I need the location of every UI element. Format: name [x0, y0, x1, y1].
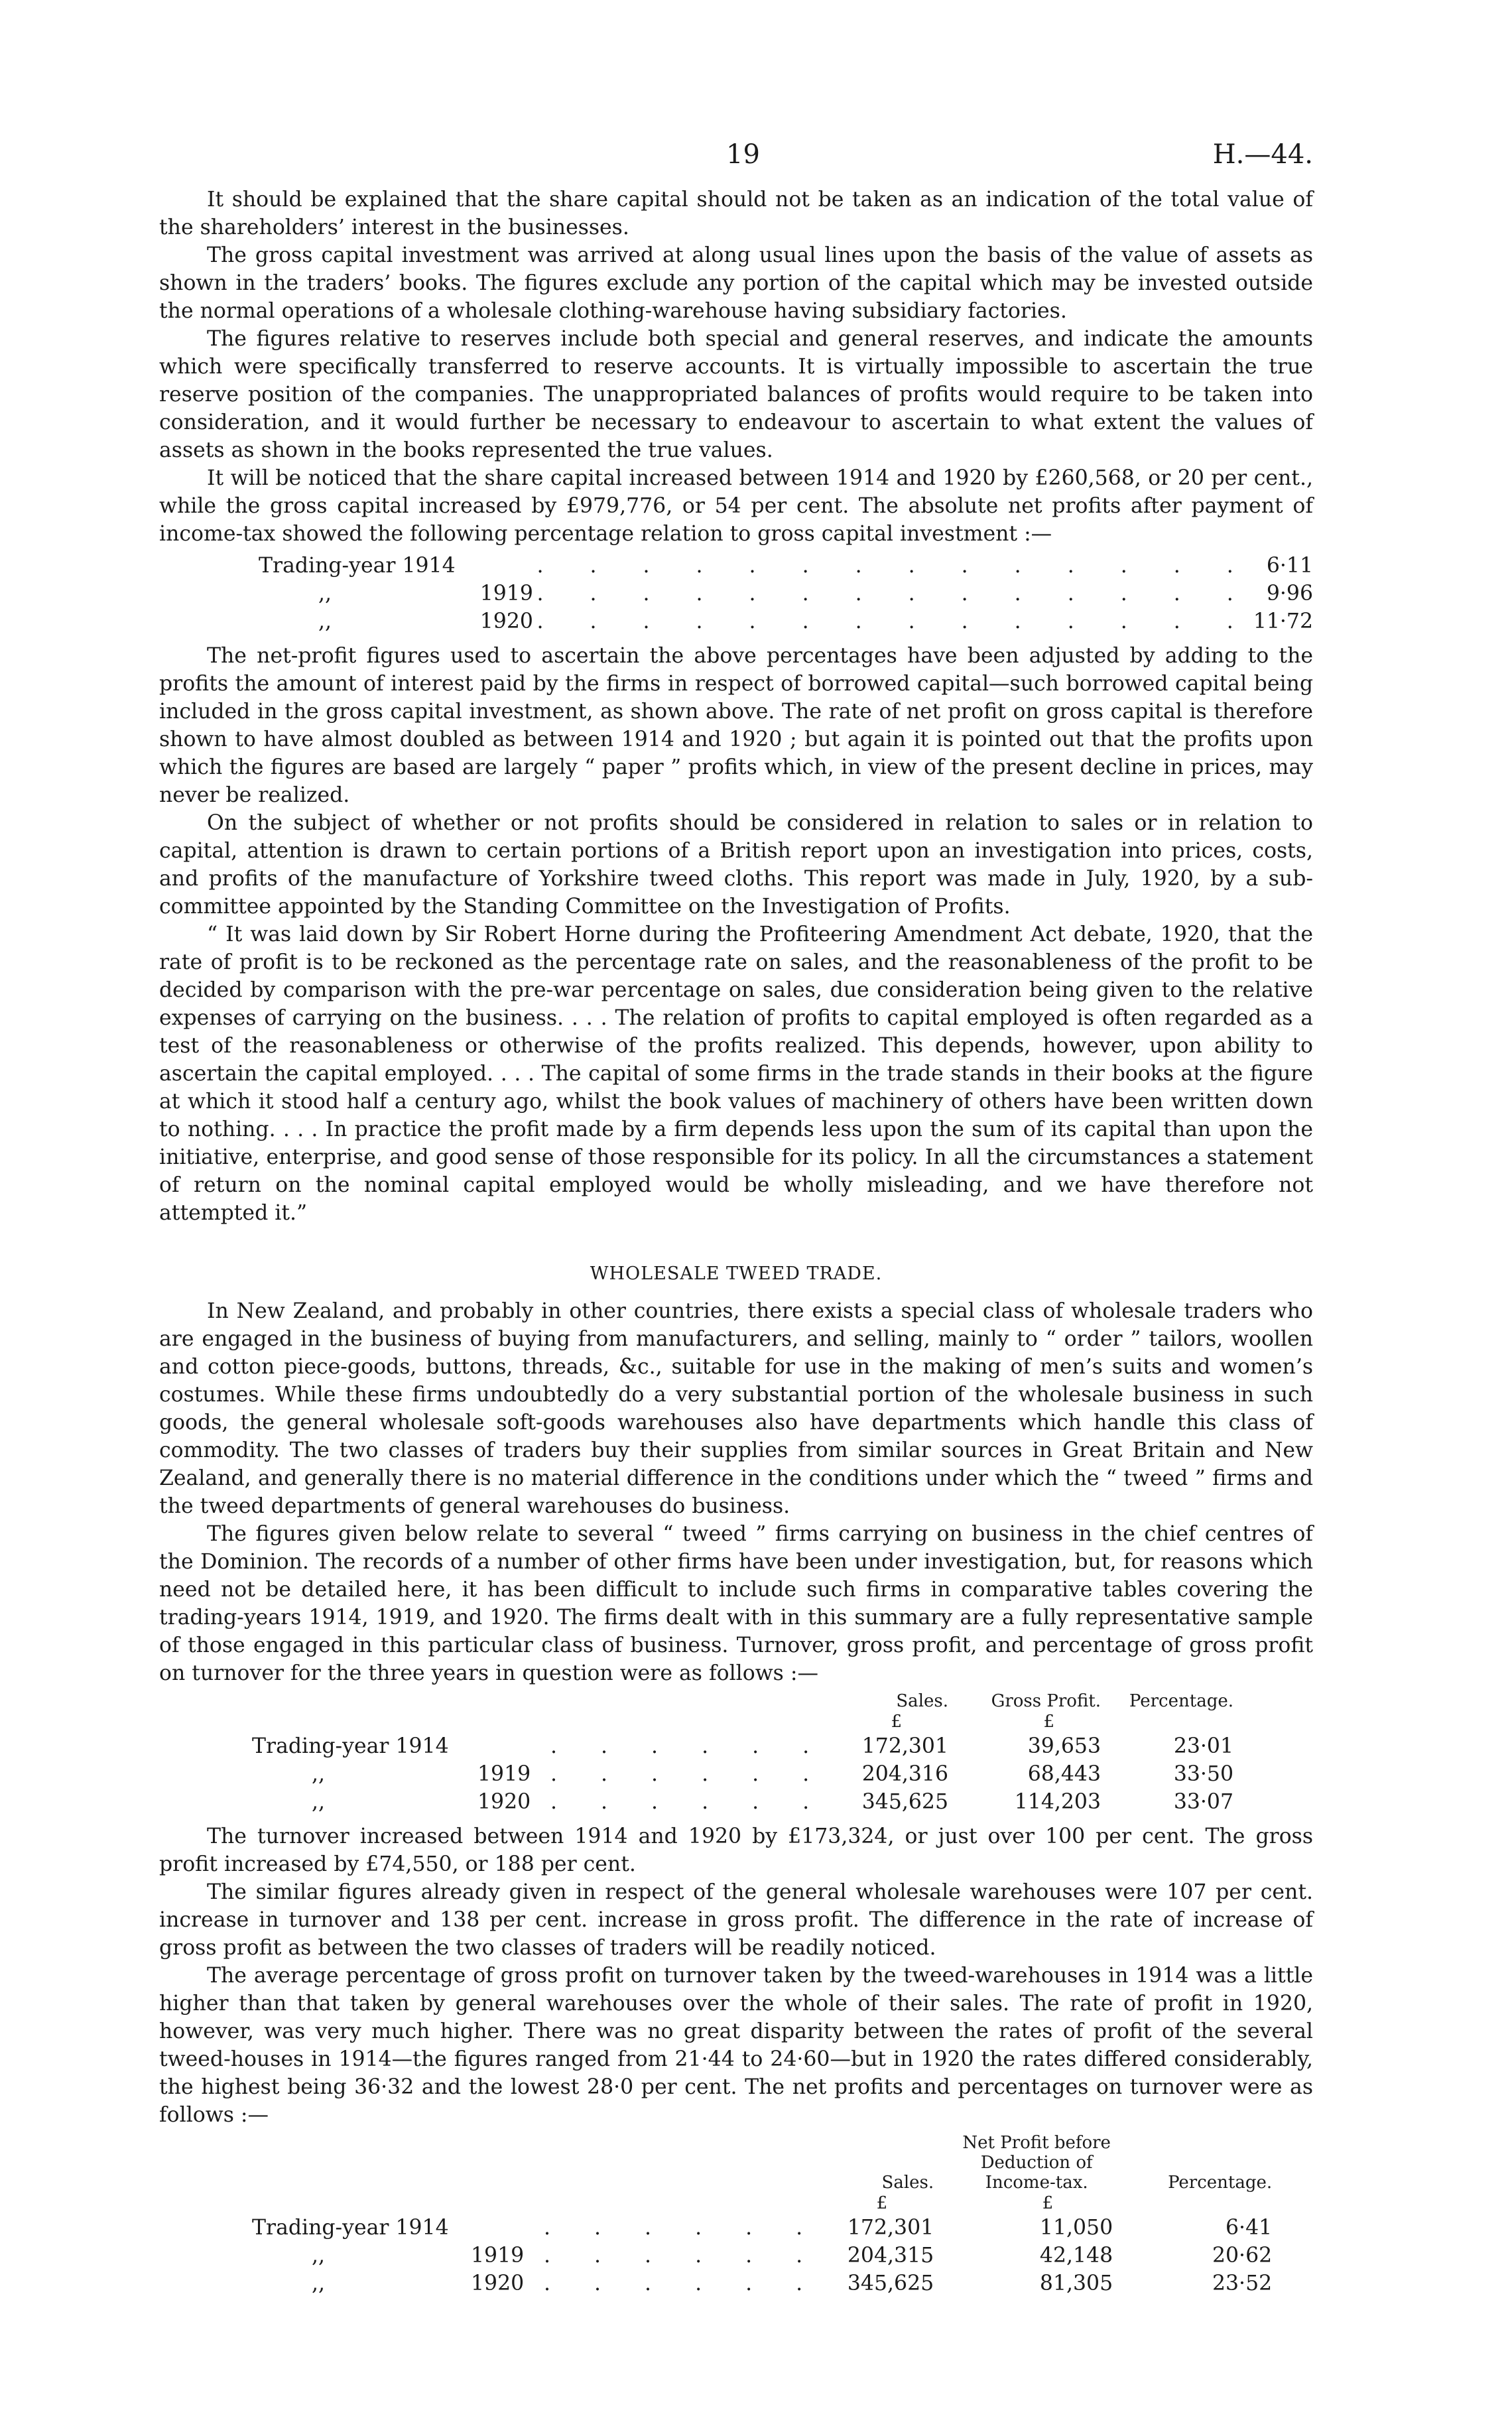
row-year: 1919	[471, 2244, 525, 2268]
row-label: ,,	[312, 2244, 326, 2268]
net-profit-percentage-table	[259, 552, 1313, 635]
paragraph: The average percentage of gross profit on turnover taken by the tweed-warehouses in 1914 was a little higher than that taken by general warehouses over the whole of their sales. The rate of profit in 1920, however, was very much higher. There was no great disparity between the rates of profit of the several tweed-houses in 1914—the figures ranged from 21·44 to 24·60—but in 1920 the rates differed considerably, the highest being 36·32 and the lowest 28·0 per cent. The net profits and percentages on turnover were as follows :—	[159, 1964, 1313, 2127]
column-header-sales: Sales.	[881, 2173, 934, 2193]
unit-sales: £	[891, 1712, 902, 1732]
table-row	[252, 1732, 1233, 1760]
column-header-gross-profit: Gross Profit.	[991, 1691, 1101, 1711]
cell-percentage: 33·50	[1173, 1762, 1233, 1786]
cell-percentage: 33·07	[1173, 1790, 1233, 1814]
cell-net-profit: 42,148	[1039, 2244, 1113, 2268]
cell-gross-profit: 114,203	[1014, 1790, 1101, 1814]
column-header-net-profit: Net Profit before Deduction of Income-tax.	[962, 2133, 1111, 2193]
row-label: Trading-year 1914	[259, 554, 456, 578]
column-header-percentage: Percentage.	[1129, 1691, 1233, 1711]
table-header-row	[252, 1691, 1233, 1711]
page-number: 19	[726, 139, 760, 170]
cell-percentage: 20·62	[1212, 2244, 1273, 2268]
leader-dots: . . . . . .	[544, 2216, 822, 2240]
cell-sales: 204,316	[861, 1762, 948, 1786]
table-row	[252, 1760, 1233, 1788]
row-label: ,,	[318, 582, 332, 606]
leader-dots: . . . . . .	[550, 1762, 828, 1786]
leader-dots: . . . . . .	[550, 1790, 828, 1814]
table-row	[252, 2242, 1272, 2270]
row-year: 1920	[477, 1790, 531, 1814]
row-label: ,,	[318, 609, 332, 633]
quoted-paragraph: “ It was laid down by Sir Robert Horne during the Profiteering Amendment Act debate, 1920, that the rate of profit is to be reckoned as the percentage rate on sales, and the reasonableness of the profit to be decided by comparison with the pre-war percentage on sales, due consideration being given to the relative expenses of carrying on the business. . . . The relation of profits to capital employed is often regarded as a test of the reasonableness or otherwise of the profits realized. This depends, however, upon ability to ascertain the capital employed. . . . The capital of some firms in the trade stands in their books at the figure at which it stood half a century ago, whilst the book values of machinery of others have been written down to nothing. . . . In practice the profit made by a firm depends less upon the sum of its capital than upon the initiative, enterprise, and good sense of those responsible for its policy. In all the circumstances a statement of return on the nominal capital employed would be wholly misleading, and we have therefore not attempted it.”	[159, 923, 1313, 1225]
table-row	[252, 1788, 1233, 1816]
cell-net-profit: 81,305	[1039, 2272, 1113, 2295]
cell-gross-profit: 68,443	[1027, 1762, 1101, 1786]
document-reference: H.—44.	[1212, 139, 1313, 170]
paragraph: The net-profit figures used to ascertain the above percentages have been adjusted by adding to the profits the amount of interest paid by the firms in respect of borrowed capital—such borrowed capital being included in the gross capital investment, as shown above. The rate of net profit on gross capital is therefore shown to have almost doubled as between 1914 and 1920 ; but again it is pointed out that the profits upon which the figures are based are largely “ paper ” profits which, in view of the present decline in prices, may never be realized.	[159, 644, 1313, 807]
column-header-percentage: Percentage.	[1168, 2173, 1273, 2193]
cell-gross-profit: 39,653	[1027, 1734, 1101, 1758]
unit-gross-profit: £	[1043, 1712, 1054, 1732]
cell-percentage: 23·01	[1173, 1734, 1233, 1758]
table-row	[252, 2214, 1272, 2242]
row-year: 1919	[479, 582, 533, 606]
leader-dots: . . . . . . . . . . . . . .	[536, 582, 1253, 606]
table-row	[259, 552, 1313, 580]
paragraph: In New Zealand, and probably in other countries, there exists a special class of wholesale traders who are engaged in the business of buying from manufacturers, and selling, mainly to “ order ” tailors, woollen and cotton piece-goods, buttons, threads, &c., suitable for use in the making of men’s suits and women’s costumes. While these firms undoubtedly do a very substantial portion of the wholesale business in such goods, the general wholesale soft-goods warehouses also have departments which handle this class of commodity. The two classes of traders buy their supplies from similar sources in Great Britain and New Zealand, and generally there is no material difference in the conditions under which the “ tweed ” firms and the tweed departments of general warehouses do business.	[159, 1299, 1313, 1518]
unit-net-profit: £	[1042, 2193, 1054, 2213]
row-value: 11·72	[1253, 609, 1313, 633]
section-heading: WHOLESALE TWEED TRADE.	[590, 1263, 883, 1284]
cell-net-profit: 11,050	[1039, 2216, 1113, 2240]
cell-sales: 172,301	[861, 1734, 948, 1758]
cell-sales: 345,625	[861, 1790, 948, 1814]
row-year	[471, 2214, 544, 2242]
paragraph: The gross capital investment was arrived at along usual lines upon the basis of the value of assets as shown in the traders’ books. The figures exclude any portion of the capital which may be invested outside the normal operations of a wholesale clothing-warehouse having subsidiary factories.	[159, 243, 1313, 323]
row-year: 1920	[479, 609, 533, 633]
row-value: 9·96	[1266, 582, 1313, 606]
row-label: ,,	[312, 2272, 326, 2295]
leader-dots: . . . . . . . . . . . . . .	[536, 609, 1253, 633]
cell-percentage: 23·52	[1212, 2272, 1273, 2295]
unit-sales: £	[876, 2193, 888, 2213]
row-label: Trading-year 1914	[252, 1734, 449, 1758]
cell-sales: 204,315	[847, 2244, 934, 2268]
paragraph: The figures given below relate to several “ tweed ” firms carrying on business in the chief centres of the Dominion. The records of a number of other firms have been under investigation, but, for reasons which need not be detailed here, it has been difficult to include such firms in comparative tables covering the trading-years 1914, 1919, and 1920. The firms dealt with in this summary are a fully representative sample of those engaged in this particular class of business. Turnover, gross profit, and percentage of gross profit on turnover for the three years in question were as follows :—	[159, 1522, 1313, 1685]
cell-sales: 345,625	[847, 2272, 934, 2295]
column-header-sales: Sales.	[896, 1691, 948, 1711]
paragraph: The figures relative to reserves include both special and general reserves, and indicate the amounts which were specifically transferred to reserve accounts. It is virtually impossible to ascertain the true reserve position of the companies. The unappropriated balances of profits would require to be taken into consideration, and it would further be necessary to endeavour to ascertain to what extent the values of assets as shown in the books represented the true values.	[159, 327, 1313, 462]
row-label: ,,	[312, 1762, 326, 1786]
leader-dots: . . . . . .	[544, 2244, 822, 2268]
document-page	[159, 139, 1313, 2297]
row-label: Trading-year 1914	[252, 2216, 449, 2240]
row-value: 6·11	[1266, 554, 1313, 578]
row-year	[477, 1732, 550, 1760]
table-row	[252, 2270, 1272, 2297]
paragraph: The turnover increased between 1914 and 1920 by £173,324, or just over 100 per cent. The gross profit increased by £74,550, or 188 per cent.	[159, 1825, 1313, 1876]
paragraph: The similar figures already given in respect of the general wholesale warehouses were 107 per cent. increase in turnover and 138 per cent. increase in gross profit. The difference in the rate of increase of gross profit as between the two classes of traders will be readily noticed.	[159, 1880, 1313, 1960]
table-header-row	[252, 2133, 1272, 2193]
table-unit-row	[252, 1711, 1233, 1732]
paragraph: It should be explained that the share capital should not be taken as an indication of the total value of the shareholders’ interest in the businesses.	[159, 188, 1313, 239]
cell-percentage: 6·41	[1226, 2216, 1273, 2240]
row-label: ,,	[312, 1790, 326, 1814]
row-year: 1919	[477, 1762, 531, 1786]
gross-profit-table	[252, 1691, 1233, 1816]
leader-dots: . . . . . . . . . . . . . .	[536, 554, 1253, 578]
net-profit-table	[252, 2133, 1272, 2297]
table-row	[259, 608, 1313, 635]
page-header	[159, 139, 1313, 186]
row-year	[480, 552, 537, 580]
paragraph: It will be noticed that the share capital increased between 1914 and 1920 by £260,568, or 20 per cent., while the gross capital increased by £979,776, or 54 per cent. The absolute net profits after payment of income-tax showed the following percentage relation to gross capital investment :—	[159, 466, 1313, 546]
table-unit-row	[252, 2193, 1272, 2214]
row-year: 1920	[471, 2272, 525, 2295]
leader-dots: . . . . . .	[550, 1734, 828, 1758]
table-row	[259, 580, 1313, 608]
paragraph: On the subject of whether or not profits should be considered in relation to sales or in relation to capital, attention is drawn to certain portions of a British report upon an investigation into prices, costs, and profits of the manufacture of Yorkshire tweed cloths. This report was made in July, 1920, by a sub-committee appointed by the Standing Committee on the Investigation of Profits.	[159, 811, 1313, 919]
cell-sales: 172,301	[847, 2216, 934, 2240]
leader-dots: . . . . . .	[544, 2272, 822, 2295]
